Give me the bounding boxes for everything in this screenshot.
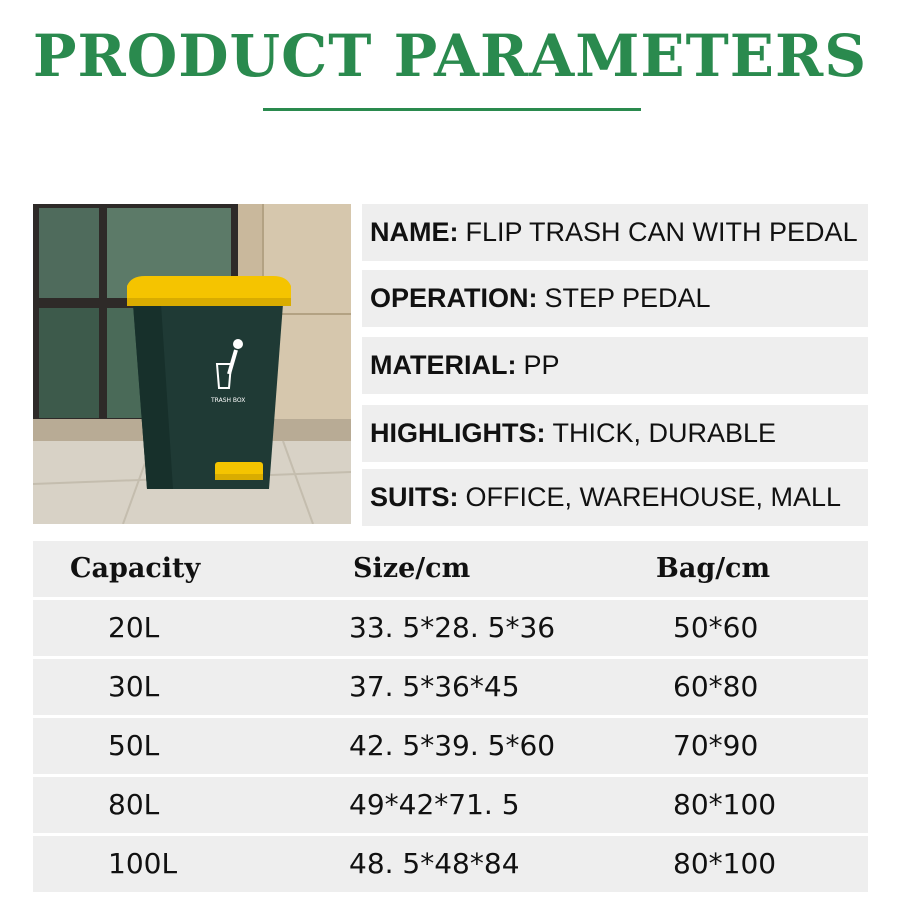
bag-cell: 80*100 xyxy=(673,847,777,880)
spec-row-material xyxy=(362,337,868,394)
size-cell: 42. 5*39. 5*60 xyxy=(349,729,556,762)
capacity-cell: 50L xyxy=(108,729,160,762)
size-cell: 49*42*71. 5 xyxy=(349,788,520,821)
capacity-cell: 30L xyxy=(108,670,160,703)
capacity-cell: 80L xyxy=(108,788,160,821)
bag-cell: 80*100 xyxy=(673,788,777,821)
product-photo xyxy=(33,204,351,524)
column-header-size: Size/cm xyxy=(353,553,471,584)
size-cell: 48. 5*48*84 xyxy=(349,847,520,880)
bag-cell: 50*60 xyxy=(673,611,759,644)
capacity-cell: 100L xyxy=(108,847,178,880)
spec-value: STEP PEDAL xyxy=(544,283,711,313)
table-row xyxy=(33,659,868,715)
table-row xyxy=(33,836,868,892)
table-row xyxy=(33,777,868,833)
spec-row-operation xyxy=(362,270,868,327)
trash-can-illustration xyxy=(33,204,351,524)
column-header-capacity: Capacity xyxy=(70,553,201,584)
spec-value: THICK, DURABLE xyxy=(552,418,777,448)
spec-key: SUITS: xyxy=(370,482,459,512)
spec-key: HIGHLIGHTS: xyxy=(370,418,546,448)
spec-row-suits xyxy=(362,469,868,526)
spec-row-name xyxy=(362,204,868,261)
table-header-row xyxy=(33,541,868,597)
spec-value: FLIP TRASH CAN WITH PEDAL xyxy=(465,217,858,247)
spec-key: NAME: xyxy=(370,217,459,247)
column-header-bag: Bag/cm xyxy=(656,553,771,584)
capacity-cell: 20L xyxy=(108,611,160,644)
spec-value: OFFICE, WAREHOUSE, MALL xyxy=(465,482,842,512)
bag-cell: 70*90 xyxy=(673,729,759,762)
size-cell: 33. 5*28. 5*36 xyxy=(349,611,556,644)
title-underline xyxy=(263,108,641,111)
spec-key: MATERIAL: xyxy=(370,350,517,380)
bag-cell: 60*80 xyxy=(673,670,759,703)
spec-row-highlights xyxy=(362,405,868,462)
table-row xyxy=(33,718,868,774)
page-title: PRODUCT PARAMETERS xyxy=(32,22,868,90)
table-row xyxy=(33,600,868,656)
spec-value: PP xyxy=(523,350,560,380)
spec-key: OPERATION: xyxy=(370,283,538,313)
size-cell: 37. 5*36*45 xyxy=(349,670,520,703)
bin-label: TRASH BOX xyxy=(211,397,246,404)
